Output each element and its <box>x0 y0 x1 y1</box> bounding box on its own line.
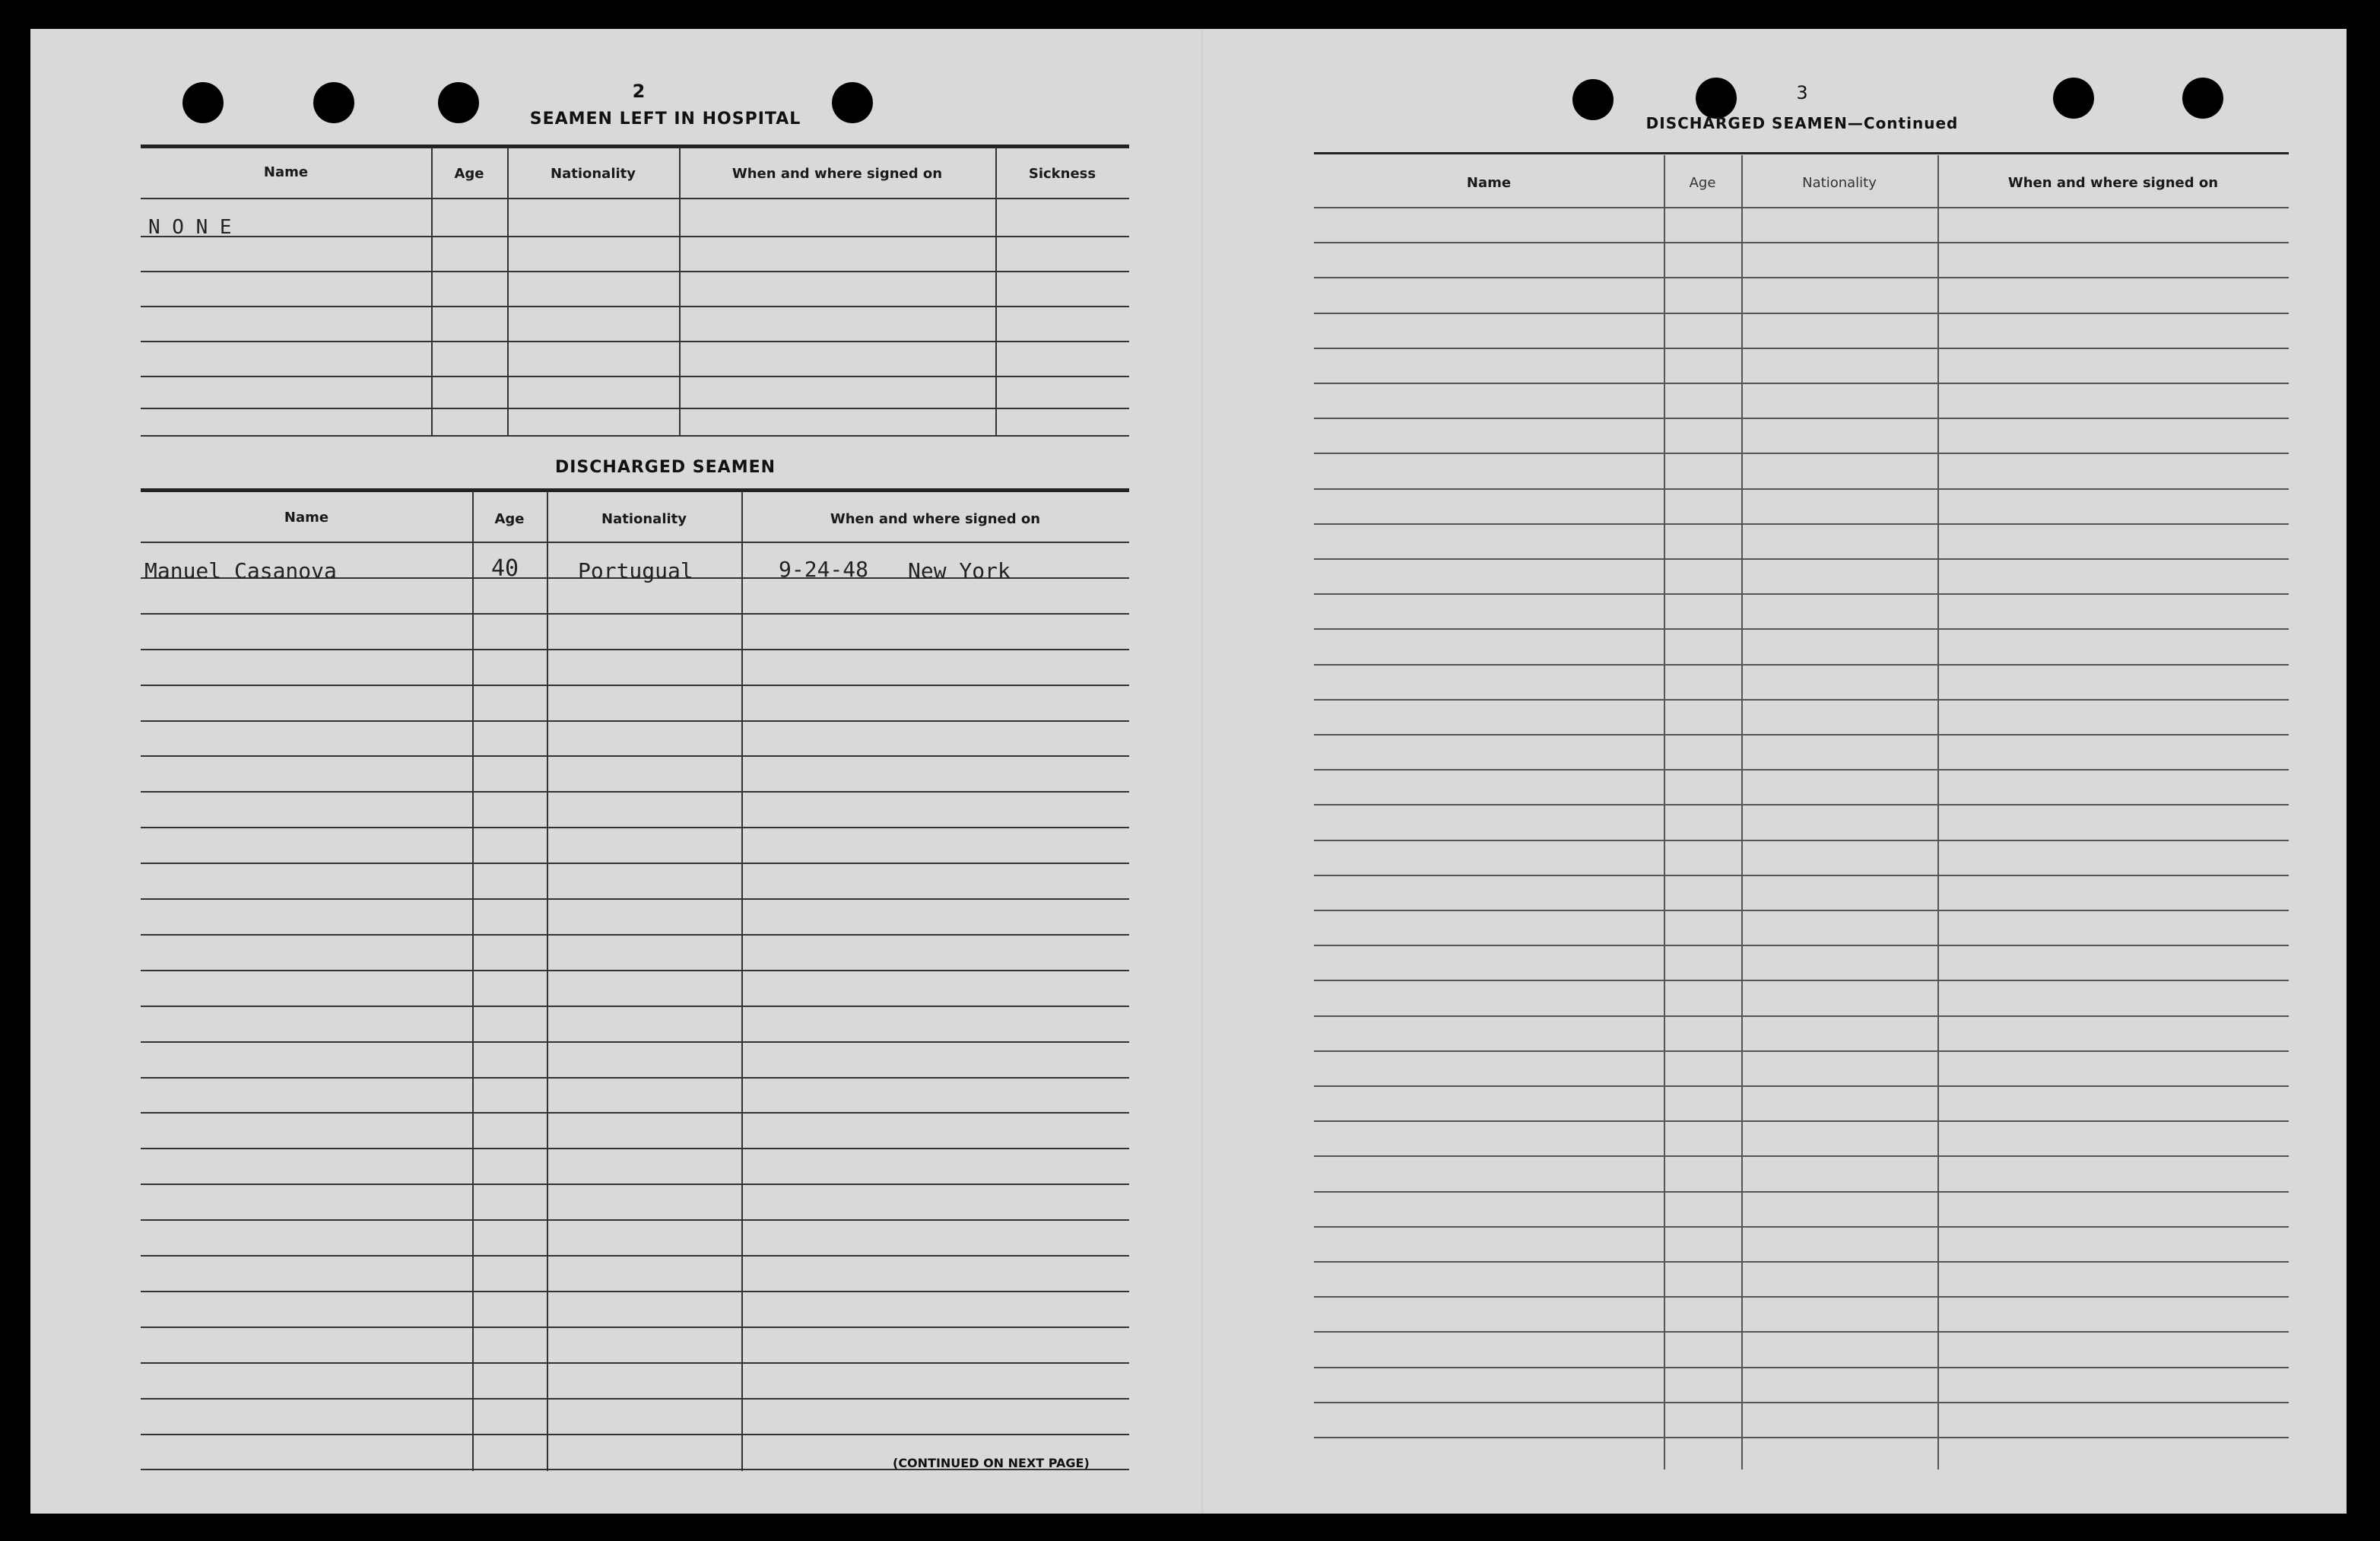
row-rule <box>141 1327 1129 1328</box>
row-rule <box>141 1291 1129 1292</box>
row-rule <box>1314 313 2289 314</box>
row-rule <box>141 542 1129 543</box>
row-rule <box>141 1255 1129 1257</box>
row-rule <box>141 755 1129 757</box>
continued-header-nationality: Nationality <box>1802 175 1877 191</box>
column-divider <box>431 148 433 437</box>
row-rule <box>1314 1296 2289 1298</box>
hospital-section-title: SEAMEN LEFT IN HOSPITAL <box>529 110 801 129</box>
row-rule <box>141 863 1129 864</box>
row-rule <box>1314 488 2289 490</box>
punch-hole <box>2182 78 2223 119</box>
row-rule <box>1314 1155 2289 1157</box>
discharged-section-title: DISCHARGED SEAMEN <box>554 458 776 477</box>
discharged-header-nationality: Nationality <box>601 511 687 527</box>
discharged-header-signed-on: When and where signed on <box>830 511 1041 527</box>
row-rule <box>1314 348 2289 349</box>
row-rule <box>1314 418 2289 419</box>
row-rule <box>141 898 1129 900</box>
signed-on-place: New York <box>908 558 1011 583</box>
row-rule <box>141 271 1129 272</box>
row-rule <box>1314 840 2289 841</box>
table-top-rule <box>141 145 1129 148</box>
row-rule <box>141 827 1129 828</box>
seaman-name: Manuel Casanova <box>144 558 337 583</box>
continued-header-signed-on: When and where signed on <box>2007 175 2219 191</box>
row-rule <box>1314 1437 2289 1438</box>
table-top-rule <box>1314 152 2289 154</box>
row-rule <box>141 1184 1129 1185</box>
hospital-entry-none: N O N E <box>148 216 232 239</box>
row-rule <box>141 613 1129 615</box>
row-rule <box>141 791 1129 793</box>
column-divider <box>995 148 997 437</box>
row-rule <box>141 1434 1129 1435</box>
seaman-age: 40 <box>491 555 519 582</box>
column-divider <box>507 148 509 437</box>
document-paper <box>30 29 2347 1514</box>
discharged-header-age: Age <box>494 511 525 527</box>
row-rule <box>1314 593 2289 595</box>
row-rule <box>141 685 1129 686</box>
page-number: 2 <box>632 81 646 102</box>
row-rule <box>1314 980 2289 981</box>
row-rule <box>141 1148 1129 1149</box>
row-rule <box>1314 699 2289 701</box>
row-rule <box>141 1219 1129 1221</box>
seaman-nationality: Portugual <box>578 558 693 583</box>
row-rule <box>141 341 1129 342</box>
punch-hole <box>313 82 354 123</box>
row-rule <box>141 970 1129 971</box>
hospital-header-name: Name <box>263 164 309 180</box>
hospital-header-age: Age <box>454 166 484 182</box>
row-rule <box>1314 1226 2289 1228</box>
row-rule <box>1314 1402 2289 1403</box>
column-divider <box>679 148 681 437</box>
continued-section-title: DISCHARGED SEAMEN—Continued <box>1645 114 1959 132</box>
row-rule <box>1314 1191 2289 1193</box>
punch-hole <box>2053 78 2094 119</box>
row-rule <box>141 376 1129 377</box>
row-rule <box>1314 453 2289 454</box>
table-top-rule <box>141 488 1129 492</box>
row-rule <box>1314 875 2289 876</box>
column-divider <box>472 491 474 1471</box>
hospital-header-sickness: Sickness <box>1028 166 1096 182</box>
column-divider <box>1937 155 1939 1470</box>
row-rule <box>1314 1331 2289 1333</box>
row-rule <box>1314 277 2289 278</box>
page-number: 3 <box>1796 82 1808 103</box>
row-rule <box>1314 1120 2289 1122</box>
right-page <box>1201 29 2347 1514</box>
row-rule <box>141 649 1129 650</box>
row-rule <box>1314 1085 2289 1087</box>
row-rule <box>1314 523 2289 525</box>
row-rule <box>141 1398 1129 1400</box>
row-rule <box>141 1112 1129 1114</box>
row-rule <box>1314 383 2289 384</box>
row-rule <box>141 934 1129 936</box>
row-rule <box>1314 242 2289 243</box>
header-rule <box>141 198 1129 199</box>
row-rule <box>141 720 1129 722</box>
punch-hole <box>1572 79 1614 120</box>
column-divider <box>741 491 743 1471</box>
row-rule <box>141 236 1129 237</box>
continued-header-name: Name <box>1466 175 1512 191</box>
continued-header-age: Age <box>1689 175 1716 191</box>
discharged-header-name: Name <box>284 510 329 526</box>
row-rule <box>1314 1261 2289 1263</box>
row-rule <box>141 1006 1129 1007</box>
row-rule <box>1314 207 2289 208</box>
row-rule <box>1314 558 2289 560</box>
row-rule <box>1314 1367 2289 1368</box>
row-rule <box>141 408 1129 409</box>
row-rule <box>1314 945 2289 946</box>
row-rule <box>141 1041 1129 1043</box>
row-rule <box>1314 769 2289 770</box>
row-rule <box>141 1077 1129 1079</box>
punch-hole <box>182 82 224 123</box>
row-rule <box>1314 1050 2289 1052</box>
row-rule <box>1314 734 2289 736</box>
hospital-header-signed-on: When and where signed on <box>731 166 943 182</box>
row-rule <box>1314 628 2289 630</box>
column-divider <box>547 491 548 1471</box>
column-divider <box>1664 155 1665 1470</box>
continued-note: (CONTINUED ON NEXT PAGE) <box>893 1456 1090 1470</box>
row-rule <box>141 435 1129 437</box>
hospital-header-nationality: Nationality <box>551 166 636 182</box>
signed-on-date: 9-24-48 <box>779 557 869 582</box>
column-divider <box>1741 155 1743 1470</box>
row-rule <box>1314 1015 2289 1017</box>
row-rule <box>1314 804 2289 805</box>
row-rule <box>1314 664 2289 666</box>
row-rule <box>1314 910 2289 911</box>
punch-hole <box>1696 78 1737 119</box>
left-page <box>30 29 1201 1514</box>
row-rule <box>141 1362 1129 1364</box>
row-rule <box>141 306 1129 307</box>
